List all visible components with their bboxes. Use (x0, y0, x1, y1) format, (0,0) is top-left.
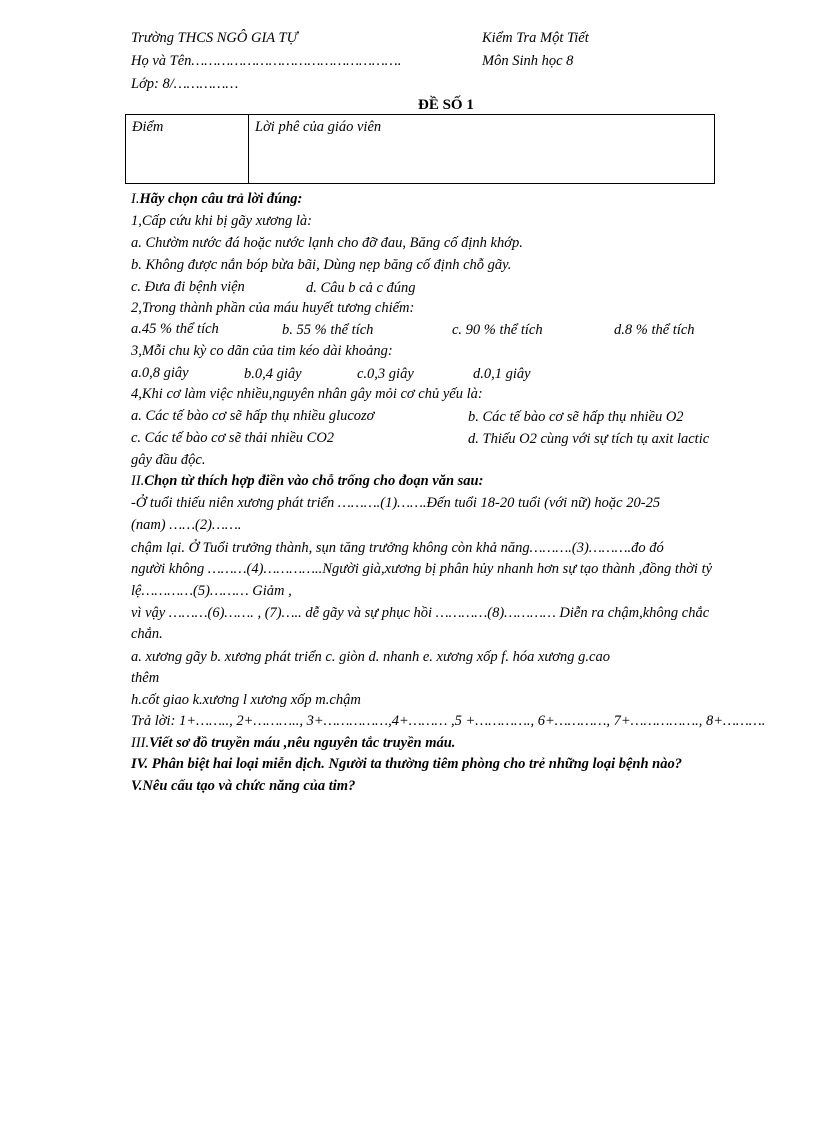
q4-option-b: b. Các tế bào cơ sẽ hấp thụ nhiều O2 (468, 409, 684, 425)
fill-line: (nam) ……(2)……. (131, 517, 242, 533)
q1-option-c: c. Đưa đi bệnh viện (131, 279, 245, 295)
q2-option-c: c. 90 % thể tích (452, 322, 543, 338)
q2-option-a: a.45 % thể tích (131, 321, 219, 337)
question-3: 3,Mỗi chu kỳ co dãn của tim kéo dài khoảng: (131, 343, 393, 359)
q4-option-a: a. Các tế bào cơ sẽ hấp thụ nhiều glucozơ (131, 408, 375, 424)
q4-option-d-continued: gây đầu độc. (131, 452, 206, 468)
section4-heading: IV. Phân biệt hai loại miễn dịch. Người ta thường tiêm phòng cho trẻ những loại bệnh nào? (131, 756, 682, 772)
exam-title: ĐỀ SỐ 1 (418, 97, 474, 113)
comment-cell (249, 115, 715, 184)
q1-option-a: a. Chườm nước đá hoặc nước lạnh cho đỡ đau, Băng cố định khớp. (131, 235, 523, 251)
fill-line: người không ………(4)…………..Người già,xương bị phân hủy nhanh hơn sự tạo thành ,đồng thời tỷ (131, 561, 713, 577)
word-options: a. xương gãy b. xương phát triển c. giòn d. nhanh e. xương xốp f. hóa xương g.cao (131, 649, 610, 665)
section2-number: II. (131, 473, 145, 489)
q4-option-d: d. Thiếu O2 cùng với sự tích tụ axit lactic (468, 431, 710, 447)
q3-option-b: b.0,4 giây (244, 366, 302, 382)
word-options: thêm (131, 670, 160, 686)
section3-heading-text: Viết sơ đồ truyền máu ,nêu nguyên tắc truyền máu. (149, 735, 456, 751)
q1-option-d: d. Câu b cả c đúng (306, 280, 416, 296)
q3-option-d: d.0,1 giây (473, 366, 531, 382)
fill-line: vì vậy ………(6)……. , (7)….. dễ gãy và sự phục hồi …………(8)………… Diễn ra chậm,không chắc (131, 605, 710, 621)
exam-type: Kiểm Tra Một Tiết (482, 30, 589, 46)
q2-option-d: d.8 % thể tích (614, 322, 695, 338)
section5-heading: V.Nêu cấu tạo và chức năng của tim? (131, 778, 356, 794)
fill-line: -Ở tuổi thiếu niên xương phát triển ……….(1)…….Đến tuổi 18-20 tuổi (với nữ) hoặc 20-25 (131, 495, 661, 511)
name-line: Họ và Tên…………………………………………. (131, 53, 402, 69)
word-options: h.cốt giao k.xương l xương xốp m.chậm (131, 692, 361, 708)
score-label: Điểm (132, 119, 164, 135)
question-1: 1,Cấp cứu khi bị gãy xương là: (131, 213, 313, 229)
question-2: 2,Trong thành phần của máu huyết tương chiếm: (131, 300, 415, 316)
section1-heading (131, 192, 302, 207)
q3-option-c: c.0,3 giây (357, 366, 414, 382)
q2-option-b: b. 55 % thể tích (282, 322, 374, 338)
section3-number: III. (131, 735, 150, 751)
fill-line: chậm lại. Ở Tuổi trưởng thành, sụn tăng trưởng không còn khả năng……….(3)……….đo đó (131, 540, 664, 556)
section1-heading-text: Hãy chọn câu trả lời đúng: (139, 191, 303, 207)
answer-line: Trả lời: 1+…….., 2+……….., 3+……………,4+……… ,5 +…………., 6+…………, 7+……………., 8+………. (131, 713, 766, 729)
fill-line: chắn. (131, 626, 163, 642)
section2-heading (131, 474, 483, 489)
q4-option-c: c. Các tế bào cơ sẽ thải nhiều CO2 (131, 430, 335, 446)
subject: Môn Sinh học 8 (482, 53, 574, 69)
class-line: Lớp: 8/…………… (131, 76, 239, 92)
school-name: Trường THCS NGÔ GIA TỰ (131, 30, 298, 46)
section3-heading (131, 736, 455, 751)
question-4: 4,Khi cơ làm việc nhiều,nguyên nhân gây mỏi cơ chủ yếu là: (131, 386, 483, 402)
grade-table (125, 114, 715, 184)
section2-heading-text: Chọn từ thích hợp điền vào chỗ trống cho đoạn văn sau: (144, 473, 484, 489)
q1-option-b: b. Không được nắn bóp bừa bãi, Dùng nẹp băng cố định chỗ gãy. (131, 257, 512, 273)
comment-label: Lời phê của giáo viên (255, 119, 382, 135)
q3-option-a: a.0,8 giây (131, 365, 189, 381)
fill-line: lệ…………(5)……… Giảm , (131, 583, 292, 599)
section1-number: I. (131, 191, 140, 207)
score-cell (126, 115, 249, 184)
